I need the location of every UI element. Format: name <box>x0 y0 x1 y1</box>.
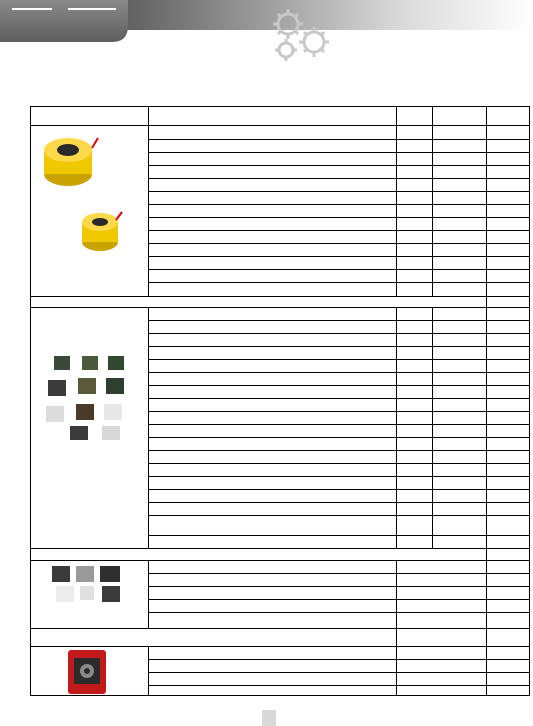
header-band <box>0 0 533 42</box>
coil-spool-photo-large <box>40 134 100 190</box>
connector-assortment-photo <box>42 352 132 444</box>
compact-connector-photo <box>50 564 126 604</box>
gasket-package-photo <box>66 648 108 696</box>
coil-spool-photo-small <box>78 208 126 254</box>
gears-icon <box>268 6 338 66</box>
page-number-marker <box>262 710 276 726</box>
